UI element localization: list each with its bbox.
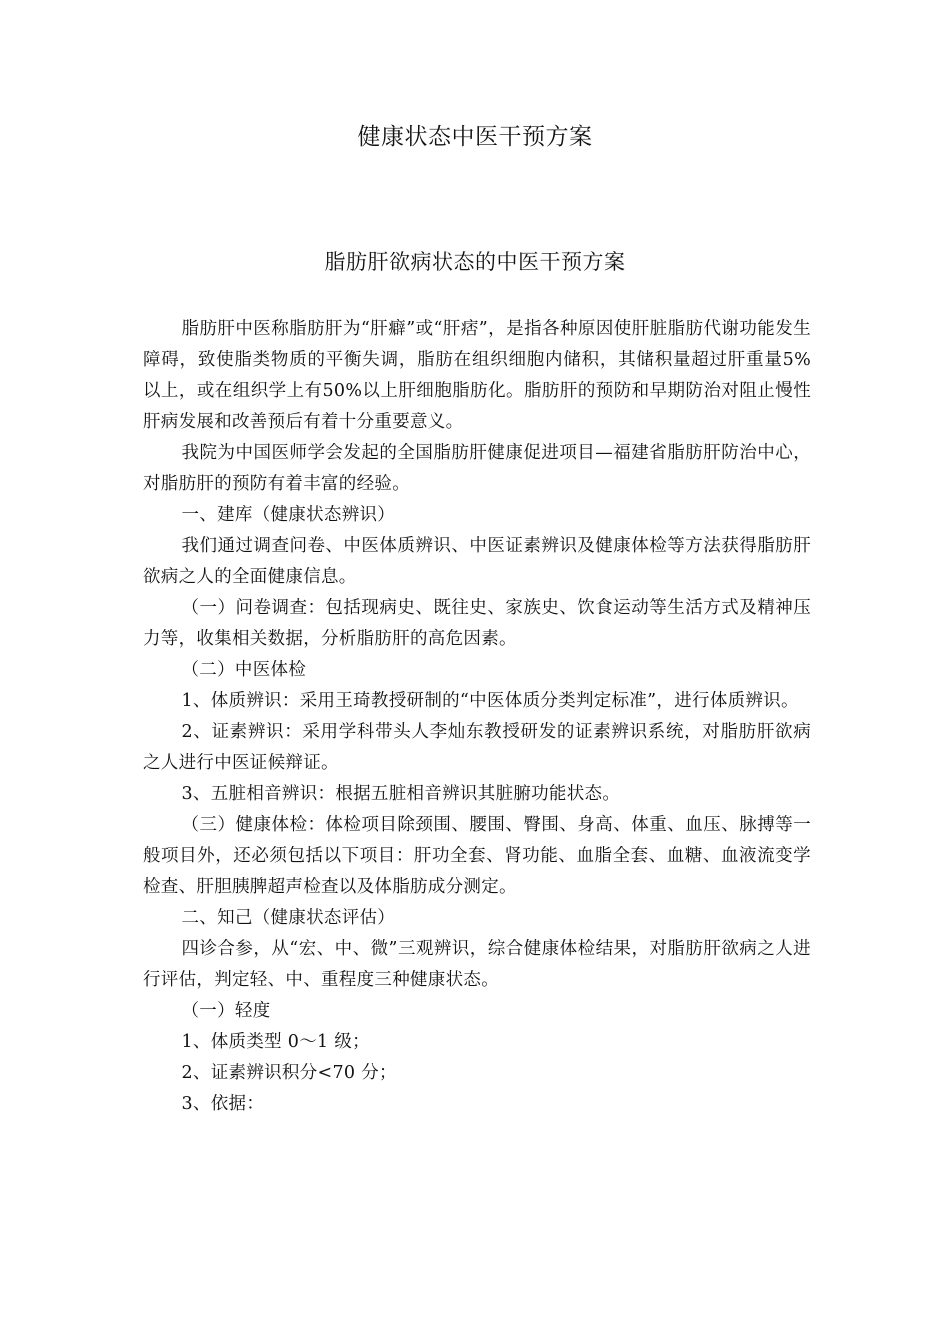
paragraph-intro: 脂肪肝中医称脂肪肝为“肝癖”或“肝痞”，是指各种原因使肝脏脂肪代谢功能发生障碍，致使脂类物质的平衡失调，脂肪在组织细胞内储积，其储积量超过肝重量5%以上，或在组织学上有50%以上肝细胞脂肪化。脂肪肝的预防和早期防治对阻止慢性肝病发展和改善预后有着十分重要意义。 [143, 319, 811, 432]
heading-mild: （一）轻度 [181, 1001, 271, 1021]
list-item-mild-3: 3、依据： [181, 1094, 265, 1114]
list-item-constitution: 1、体质辨识：采用王琦教授研制的“中医体质分类判定标准”，进行体质辨识。 [181, 691, 799, 711]
paragraph-health-exam: （三）健康体检：体检项目除颈围、腰围、臀围、身高、体重、血压、脉搏等一般项目外，还必须包括以下项目：肝功全套、肾功能、血脂全套、血糖、血液流变学检查、肝胆胰脾超声检查以及体脂肪成分测定。 [143, 815, 811, 897]
heading-build-library: 一、建库（健康状态辨识） [181, 505, 396, 525]
document-title: 健康状态中医干预方案 [357, 124, 593, 150]
paragraph-questionnaire: （一）问卷调查：包括现病史、既往史、家族史、饮食运动等生活方式及精神压力等，收集相关数据，分析脂肪肝的高危因素。 [143, 598, 811, 649]
section-title: 脂肪肝欲病状态的中医干预方案 [324, 250, 626, 274]
list-item-syndrome: 2、证素辨识：采用学科带头人李灿东教授研发的证素辨识系统，对脂肪肝欲病之人进行中医证候辩证。 [143, 722, 811, 773]
document-body [143, 314, 811, 1120]
paragraph-hospital: 我院为中国医师学会发起的全国脂肪肝健康促进项目—福建省脂肪肝防治中心，对脂肪肝的预防有着丰富的经验。 [143, 443, 811, 494]
heading-know-self: 二、知己（健康状态评估） [181, 908, 396, 928]
paragraph-assessment: 四诊合参，从“宏、中、微”三观辨识，综合健康体检结果，对脂肪肝欲病之人进行评估，判定轻、中、重程度三种健康状态。 [143, 939, 811, 990]
list-item-mild-2: 2、证素辨识积分<70 分； [181, 1063, 397, 1083]
list-item-mild-1: 1、体质类型 0～1 级； [181, 1032, 370, 1052]
heading-tcm-exam: （二）中医体检 [181, 660, 307, 680]
paragraph-methods: 我们通过调查问卷、中医体质辨识、中医证素辨识及健康体检等方法获得脂肪肝欲病之人的全面健康信息。 [143, 536, 811, 587]
list-item-five-organs: 3、五脏相音辨识：根据五脏相音辨识其脏腑功能状态。 [181, 784, 621, 804]
